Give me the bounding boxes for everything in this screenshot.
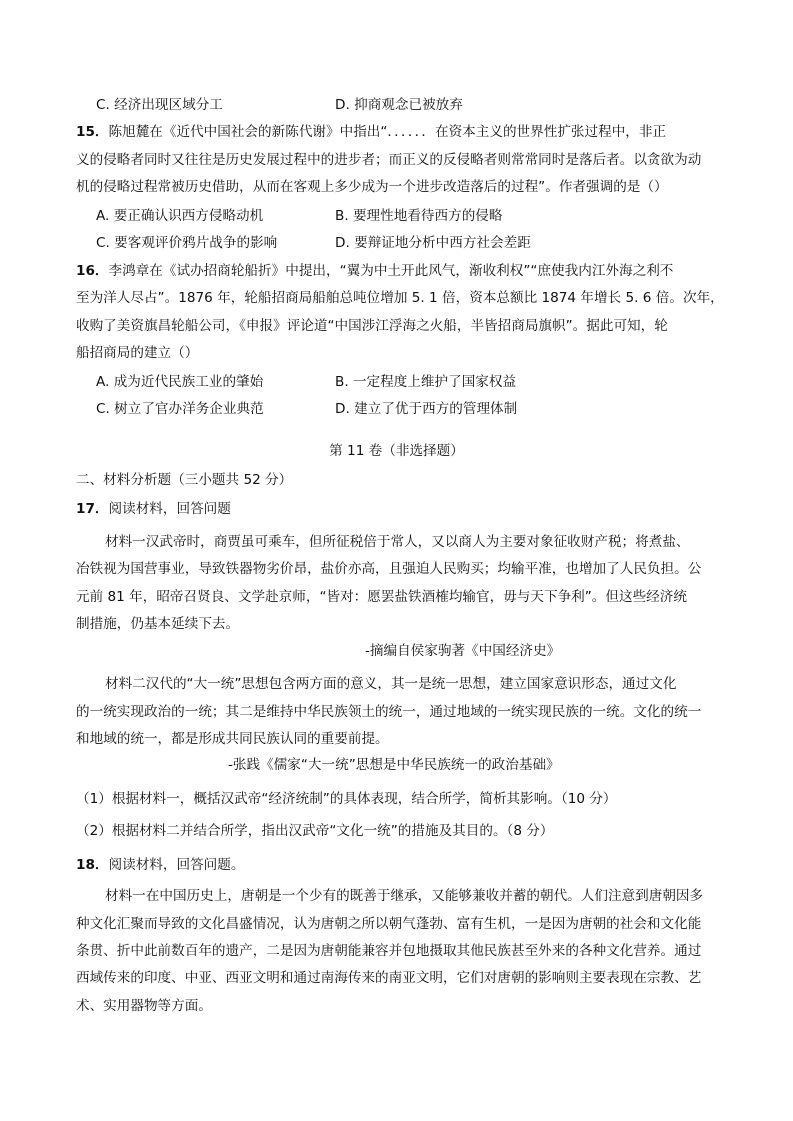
q16-stem-line3: 收购了美资旗昌轮船公司，《申报》评论道“中国涉江浮海之火船，半皆招商局旗帜”。据此可知，轮 [76,318,668,334]
q16-stem-line1 [76,261,673,281]
q15-stem-line3: 机的侵略过程常被历史借助，从而在客观上多少成为一个进步改造落后的过程”。作者强调的是（） [76,179,668,195]
q17-m1-line2: 冶铁视为国营事业，导致铁器物劣价昂，盐价亦高，且强迫人民购买；均输平准，也增加了人民负担。公 [76,561,702,577]
q17-sub1: （1）根据材料一，概括汉武帝“经济统制”的具体表现，结合所学，简析其影响。（10 分） [76,791,617,807]
q17-sub2: （2）根据材料二并结合所学，指出汉武帝“文化一统”的措施及其目的。（8 分） [76,823,554,839]
q17-m1-line3: 元前 81 年，昭帝召贤良、文学赴京师，“皆对：愿罢盐铁酒榷均输官，毋与天下争利”。但这些经济统 [76,589,687,605]
q18-number: 18． [76,857,109,873]
q17-m1-line4: 制措施，仍基本延续下去。 [76,616,240,632]
q16-option-d: D. 建立了优于西方的管理体制 [335,401,518,417]
q17-header [76,499,231,519]
q17-m1-line1: 材料一汉武帝时，商贾虽可乘车，但所征税倍于常人，又以商人为主要对象征收财产税；将煮盐、 [105,534,690,550]
q17-m2-line2: 的一统实现政治的一统；其二是维持中华民族领土的统一，通过地域的一统实现民族的一统。文化的统一 [76,704,702,720]
q15-line1-text: 陈旭麓在《近代中国社会的新陈代谢》中指出“．．．．．．在资本主义的世界性扩张过程中，非正 [108,124,667,140]
q14-option-c: C. 经济出现区域分工 [96,97,223,113]
q17-m2-line1: 材料二汉代的“大一统”思想包含两方面的意义，其一是统一思想，建立国家意识形态，通过文化 [105,676,677,692]
q18-m1-line5: 术、实用器物等方面。 [76,998,212,1014]
q18-m1-line2: 种文化汇聚而导致的文化昌盛情况，认为唐朝之所以朝气蓬勃、富有生机，一是因为唐朝的社会和文化能 [76,916,702,932]
q18-header [76,855,244,875]
q15-option-a: A. 要正确认识西方侵略动机 [96,208,264,224]
q14-option-d: D. 抑商观念已被放弃 [335,97,463,113]
q15-option-d: D. 要辩证地分析中西方社会差距 [335,235,531,251]
q16-number: 16． [76,263,109,279]
volume-title: 第 11 卷（非选择题） [329,443,464,459]
q17-m2-source: -张践《儒家“大一统”思想是中华民族统一的政治基础》 [228,757,560,773]
q18-m1-line4: 西域传来的印度、中亚、西亚文明和通过南海传来的南亚文明，它们对唐朝的影响则主要表现在宗教、艺 [76,970,702,986]
q17-m2-line3: 和地域的统一，都是形成共同民族认同的重要前提。 [76,731,389,747]
q18-prompt: 阅读材料，回答问题。 [108,857,245,873]
q17-prompt: 阅读材料，回答问题 [108,501,231,517]
q15-number: 15． [76,124,109,140]
q15-stem-line2: 义的侵略者同时又往往是历史发展过程中的进步者；而正义的反侵略者则常常同时是落后者。以贪欲为动 [76,152,702,168]
q16-stem-line4: 船招商局的建立（） [76,345,199,361]
q16-stem-line2: 至为洋人尽占”。1876 年，轮船招商局船舶总吨位增加 5. 1 倍，资本总额比 1874 年增长 5. 6 倍。次年， [76,290,724,306]
q16-option-c: C. 树立了官办洋务企业典范 [96,401,264,417]
q18-m1-line1: 材料一在中国历史上，唐朝是一个少有的既善于继承，又能够兼收并蓄的朝代。人们注意到唐朝因多 [105,888,704,904]
q15-stem-line1 [76,122,666,142]
q16-option-a: A. 成为近代民族工业的肇始 [96,374,264,390]
q17-number: 17． [76,501,109,517]
q15-option-c: C. 要客观评价鸦片战争的影响 [96,235,278,251]
q15-option-b: B. 要理性地看待西方的侵略 [335,208,503,224]
q16-line1-text: 李鸿章在《试办招商轮船折》中提出，“翼为中土开此风气，渐收利权”“庶使我内江外海之利不 [108,263,674,279]
section-heading: 二、材料分析题（三小题共 52 分） [76,472,293,488]
q16-option-b: B. 一定程度上维护了国家权益 [335,374,517,390]
q17-m1-source: -摘编自侯家驹著《中国经济史》 [365,643,561,659]
q18-m1-line3: 条贯、折中此前数百年的遗产，二是因为唐朝能兼容并包地摄取其他民族甚至外来的各种文化营养。通过 [76,943,702,959]
